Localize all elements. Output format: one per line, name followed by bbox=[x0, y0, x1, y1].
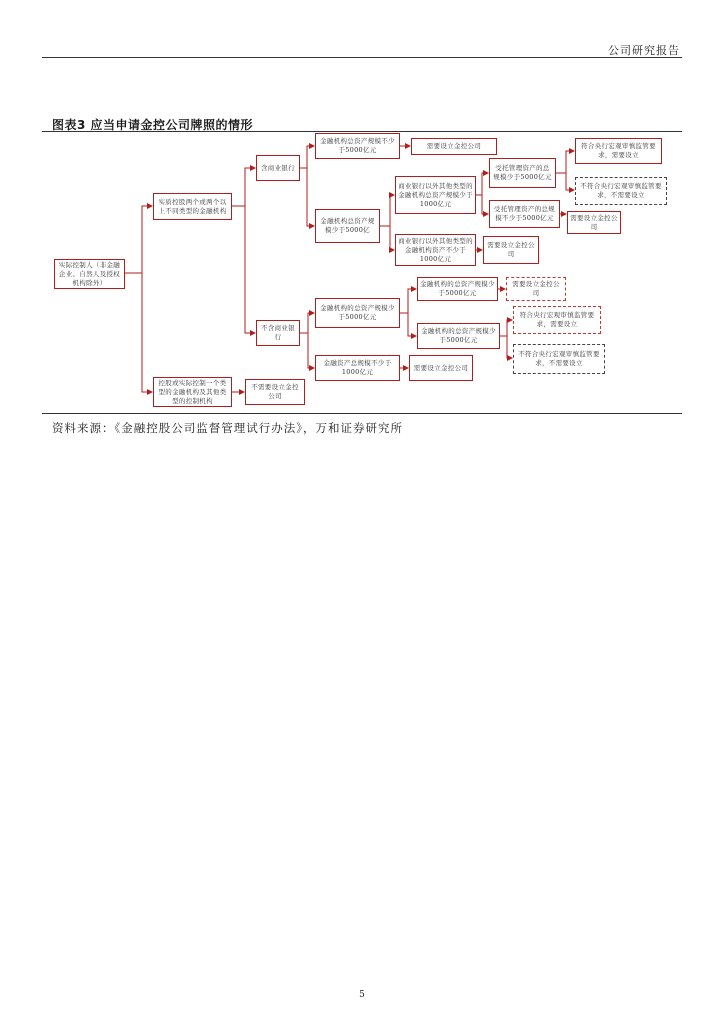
node-d5: 金融机构的总资产规模少于5000亿元 bbox=[417, 323, 500, 349]
node-a1: 实质控股两个或两个以上不同类型的金融机构 bbox=[153, 193, 232, 220]
node-b2: 不含商业银行 bbox=[256, 320, 300, 346]
node-e5: 符合央行宏观审慎监管要求，需要设立 bbox=[575, 138, 662, 164]
figure-source: 资料来源：《金融控股公司监督管理试行办法》，万和证券研究所 bbox=[52, 421, 403, 435]
node-d6: 需要设立金控公司 bbox=[409, 355, 473, 381]
node-d1: 需要设立金控公司 bbox=[411, 138, 497, 155]
node-a2: 控股或实际控制一个类型的金融机构及其他类型的控制机构 bbox=[153, 377, 232, 407]
node-e3: 需要设立金控公司 bbox=[483, 236, 539, 264]
node-c2: 金融机构总资产规模少于5000亿 bbox=[315, 209, 380, 243]
node-d2: 商业银行以外其他类型的金融机构总资产规模少于1000亿元 bbox=[395, 176, 476, 214]
node-e2: 受托管理资产的总规模不少于5000亿元 bbox=[489, 200, 560, 228]
header-title: 公司研究报告 bbox=[608, 44, 680, 57]
node-c1: 金融机构总资产规模不少于5000亿元 bbox=[315, 133, 400, 159]
page-number: 5 bbox=[359, 990, 365, 1000]
node-e6: 不符合央行宏观审慎监管要求，不需要设立 bbox=[575, 177, 667, 205]
node-root: 实际控制人（非金融企业、自然人及授权机构除外） bbox=[54, 259, 125, 289]
node-c3: 金融机构的总资产规模少于5000亿元 bbox=[315, 298, 400, 328]
figure-bottom-rule bbox=[42, 413, 682, 414]
node-b3: 不需要设立金控公司 bbox=[245, 379, 305, 405]
node-f1: 符合央行宏观审慎监管要求，需要设立 bbox=[513, 306, 601, 334]
node-e4: 需要设立金控公司 bbox=[567, 211, 621, 234]
node-f3: 需要设立金控公司 bbox=[506, 277, 566, 301]
figure-title: 图表3 应当申请金控公司牌照的情形 bbox=[52, 118, 254, 132]
node-c4: 金融资产总规模不少于1000亿元 bbox=[315, 355, 400, 381]
node-d4: 金融机构的总资产规模少于5000亿元 bbox=[417, 277, 498, 301]
node-d3: 商业银行以外其他类型的金融机构资产不少于1000亿元 bbox=[395, 234, 476, 266]
node-b1: 含商业银行 bbox=[256, 155, 300, 181]
node-e1: 受托管理资产的总规模少于5000亿元 bbox=[489, 158, 556, 188]
node-f2: 不符合央行宏观审慎监管要求，不需要设立 bbox=[513, 344, 605, 374]
